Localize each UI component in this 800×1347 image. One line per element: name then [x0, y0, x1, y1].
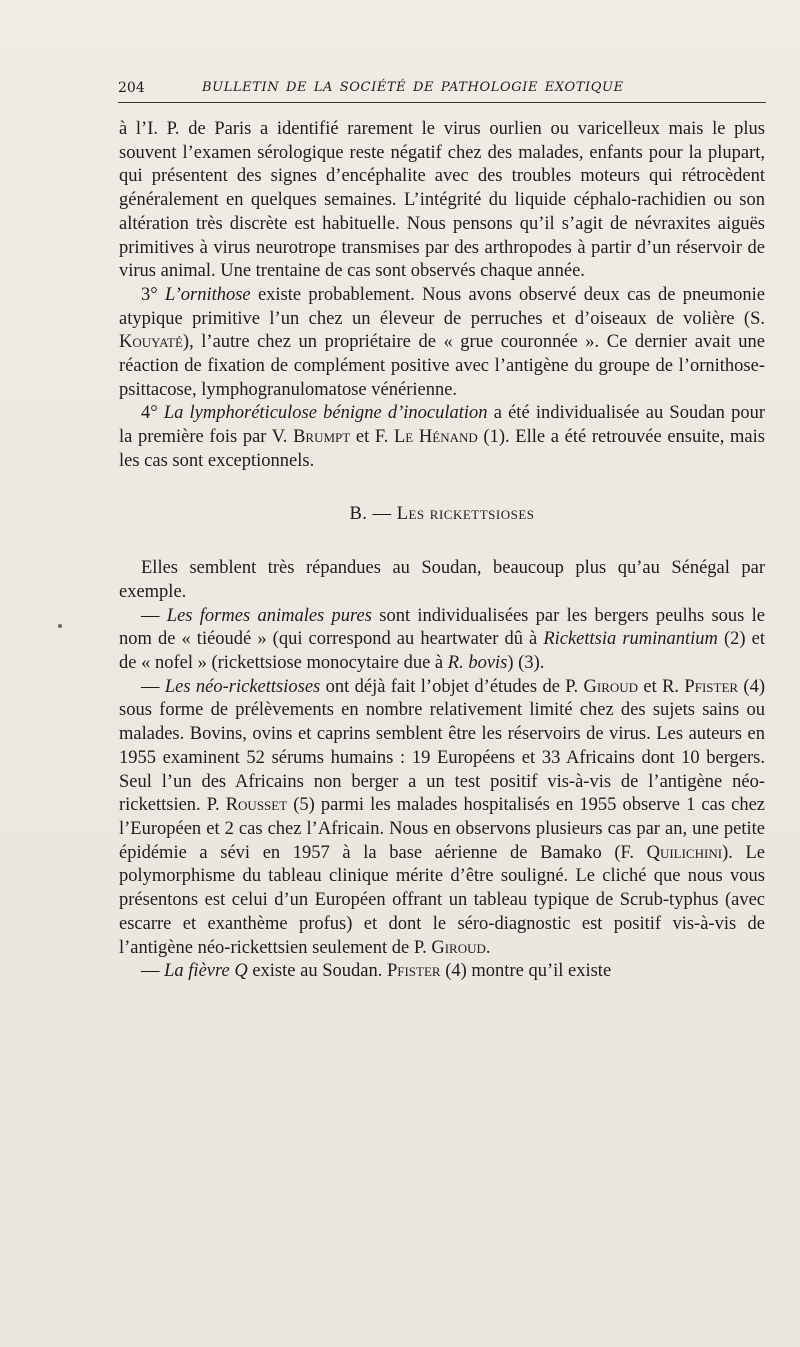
- author-name: Quilichini: [646, 842, 723, 863]
- author-name: Giroud: [431, 937, 486, 958]
- item-title: La fièvre Q: [164, 961, 248, 982]
- author-name: Giroud: [583, 676, 639, 697]
- author-name: Brumpt: [293, 427, 351, 448]
- paragraph-formes-animales: — Les formes animales pures sont individualisées par les bergers peulhs sous le nom de « tiéoudé » (qui correspond au heartwater dû à Rickettsia ruminantium (2) et de « nofel » (rickettsiose monocytaire due à R. bovis) (3).: [119, 605, 765, 674]
- author-name: Rousset: [225, 795, 288, 816]
- page-number: 204: [118, 80, 145, 96]
- author-name: Pfister: [386, 961, 441, 982]
- paragraph-lymphoreticulose: 4° La lymphoréticulose bénigne d’inoculation a été individualisée au Soudan pour la première fois par V. Brumpt et F. Le Hénand (1). Elle a été retrouvée ensuite, mais les cas sont exceptionnels.: [119, 403, 765, 471]
- section-heading: B. — Les rickettsioses: [349, 503, 535, 524]
- page-header: [118, 78, 766, 103]
- author-name: Kouyaté: [119, 332, 183, 353]
- item-title: Les formes animales pures: [166, 605, 372, 626]
- item-title: L’ornithose: [164, 284, 251, 305]
- species-name: Rickettsia ruminantium: [543, 629, 718, 650]
- body-text: [119, 118, 765, 984]
- paragraph-fievre-q: — La fièvre Q existe au Soudan. Pfister (4) montre qu’il existe: [141, 961, 612, 982]
- item-number: 3°: [141, 284, 158, 305]
- author-name: Pfister: [684, 676, 739, 697]
- author-name: Le Hénand: [393, 427, 478, 448]
- item-title: La lymphoréticulose bénigne d’inoculation: [163, 403, 488, 424]
- running-title: BULLETIN DE LA SOCIÉTÉ DE PATHOLOGIE EXOTIQUE: [202, 80, 624, 95]
- species-name: R. bovis: [447, 653, 508, 674]
- paragraph-intro-rickettsioses: Elles semblent très répandues au Soudan, beaucoup plus qu’au Sénégal par exemple.: [119, 558, 765, 602]
- paragraph-ornithose: 3° L’ornithose existe probablement. Nous avons observé deux cas de pneumonie atypique primitive l’un chez un éleveur de perruches et d’oiseaux de volière (S. Kouyaté), l’autre chez un propriétaire de « grue couronnée ». Ce dernier avait une réaction de fixation de complément positive avec l’antigène du groupe de l’ornithose-psittacose, lymphogranulomatose vénérienne.: [119, 284, 765, 400]
- item-title: Les néo-rickettsioses: [164, 676, 321, 697]
- paragraph-neo-rickettsioses: — Les néo-rickettsioses ont déjà fait l’objet d’études de P. Giroud et R. Pfister (4) sous forme de prélèvements en nombre relativement limité chez des sujets sains ou malades. Bovins, ovins et caprins semblent être les réservoirs de virus. Les auteurs en 1955 examinent 52 sérums humains : 19 Européens et 33 Africains dont 10 bergers. Seul l’un des Africains non berger a un test positif vis-à-vis de l’antigène néo-rickettsien. P. Rousset (5) parmi les malades hospitalisés en 1955 observe 1 cas chez l’Européen et 2 cas chez l’Africain. Nous en observons plusieurs cas par an, une petite épidémie a sévi en 1957 à la base aérienne de Bamako (F. Quilichini). Le polymorphisme du tableau clinique mérite d’être souligné. Le cliché que nous vous présentons est celui d’un Européen offrant un tableau typique de Scrub-typhus (avec escarre et exanthème profus) et dont le séro-diagnostic est positif vis-à-vis de l’antigène néo-rickettsien seulement de P. Giroud.: [119, 676, 765, 958]
- section-title: Les rickettsioses: [396, 503, 535, 524]
- item-number: 4°: [141, 403, 158, 424]
- margin-mark: [58, 624, 62, 628]
- paragraph-viruses: à l’I. P. de Paris a identifié rarement le virus ourlien ou varicelleux mais le plus souvent l’examen sérologique reste négatif chez des malades, enfants pour la plupart, qui présentent des signes d’encéphalite avec des troubles moteurs qui rétrocèdent généralement en quelques semaines. L’intégrité du liquide céphalo-rachidien ou son altération très discrète est habituelle. Nous pensons qu’il s’agit de névraxites aiguës primitives à virus neurotrope transmises par des arthropodes à partir d’un réservoir de virus animal. Une trentaine de cas sont observés chaque année.: [119, 119, 765, 282]
